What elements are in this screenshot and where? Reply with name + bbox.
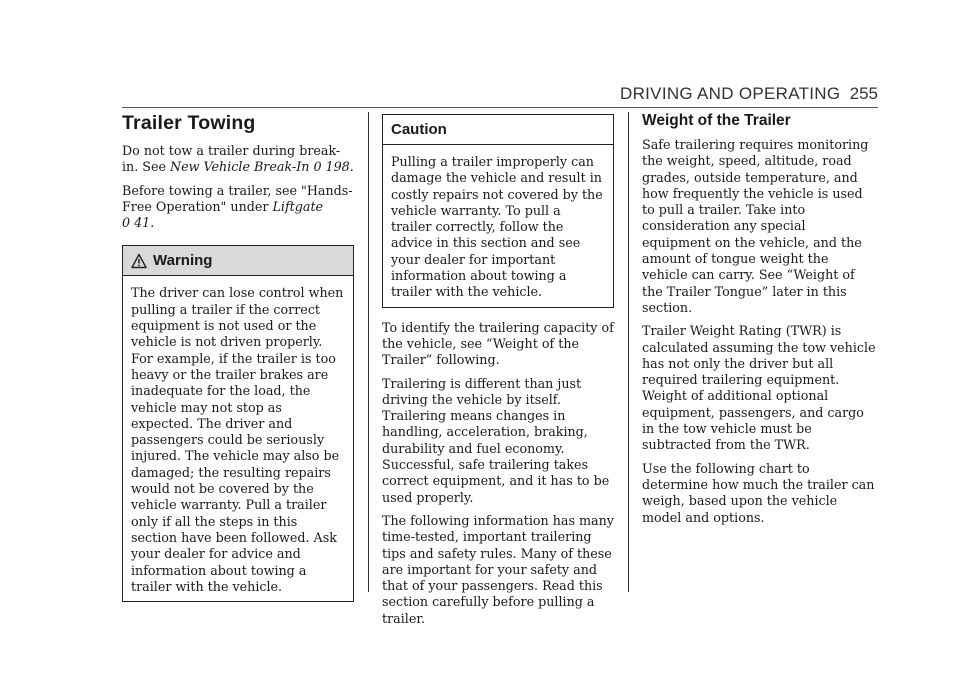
warning-text: The driver can lose control when pulling a trailer if the correct equipment is not used or the vehicle is not driven properly. For example, if the trailer is too heavy or the trailer brakes are inadequate for the load, the vehicle may not stop as expected. The driver and passengers could be seriously injured. The vehicle may also be damaged; the resulting repairs would not be covered by the vehicle warranty. Pull a trailer only if all the steps in this section have been followed. Ask your dealer for advice and information about towing a trailer with the vehicle. xyxy=(131,285,344,594)
paragraph: To identify the trailering capacity of the vehicle, see “Weight of the Trailer” following. xyxy=(382,319,614,368)
column-1 xyxy=(122,112,354,602)
warning-title: Warning xyxy=(153,252,213,270)
column-divider xyxy=(368,112,369,592)
warning-body xyxy=(123,276,353,601)
caution-box xyxy=(382,114,614,308)
section-heading: Trailer Towing xyxy=(122,112,256,134)
header-divider xyxy=(122,107,878,108)
section-title: DRIVING AND OPERATING xyxy=(620,84,841,103)
paragraph: Safe trailering requires monitoring the weight, speed, altitude, road grades, outside temperature, and how frequently the vehicle is used to pull a trailer. Take into consideration any special equipment on the vehicle, and the amount of tongue weight the vehicle can carry. See “Weight of the Trailer Tongue” later in this section. xyxy=(642,137,869,315)
subsection-heading: Weight of the Trailer xyxy=(642,112,791,129)
paragraph: Use the following chart to determine how much the trailer can weigh, based upon the vehicle model and options. xyxy=(642,460,875,525)
paragraph xyxy=(122,183,354,232)
paragraph: The following information has many time-tested, important trailering tips and safety rules. Many of these are important for your safety and that of your passengers. Read this section carefully before pulling a trailer. xyxy=(382,512,614,626)
paragraph: Trailer Weight Rating (TWR) is calculated assuming the tow vehicle has not only the driver but all required trailering equipment. Weight of additional optional equipment, passengers, and cargo in the tow vehicle must be subtracted from the TWR. xyxy=(642,323,876,453)
column-divider xyxy=(628,112,629,592)
page-reference[interactable]: 0 198. xyxy=(313,159,354,175)
paragraph: Trailering is different than just driving the vehicle by itself. Trailering means changes in handling, acceleration, braking, durability and fuel economy. Successful, safe trailering takes correct equipment, and it has to be used properly. xyxy=(382,375,610,505)
warning-box xyxy=(122,245,354,602)
warning-header xyxy=(123,246,353,276)
caution-title: Caution xyxy=(391,121,447,138)
cross-reference-link[interactable]: Liftgate xyxy=(272,198,324,214)
warning-triangle-icon xyxy=(131,253,147,269)
page-header xyxy=(620,84,878,106)
caution-body xyxy=(383,145,613,307)
page-reference[interactable]: 0 41. xyxy=(122,215,155,231)
column-3 xyxy=(642,112,878,533)
caution-text: Pulling a trailer improperly can damage the vehicle and result in costly repairs not covered by the vehicle warranty. To pull a trailer correctly, follow the advice in this section and see your dealer for important information about towing a trailer with the vehicle. xyxy=(391,154,603,300)
caution-header xyxy=(383,115,613,145)
cross-reference-link[interactable]: New Vehicle Break-In xyxy=(170,159,310,175)
paragraph-text: Do not tow a trailer during break-in. See xyxy=(122,143,341,175)
paragraph xyxy=(122,143,354,176)
page-number: 255 xyxy=(849,84,878,103)
column-2 xyxy=(382,112,614,634)
paragraph-text: Before towing a trailer, see "Hands-Free Operation" under xyxy=(122,182,353,214)
